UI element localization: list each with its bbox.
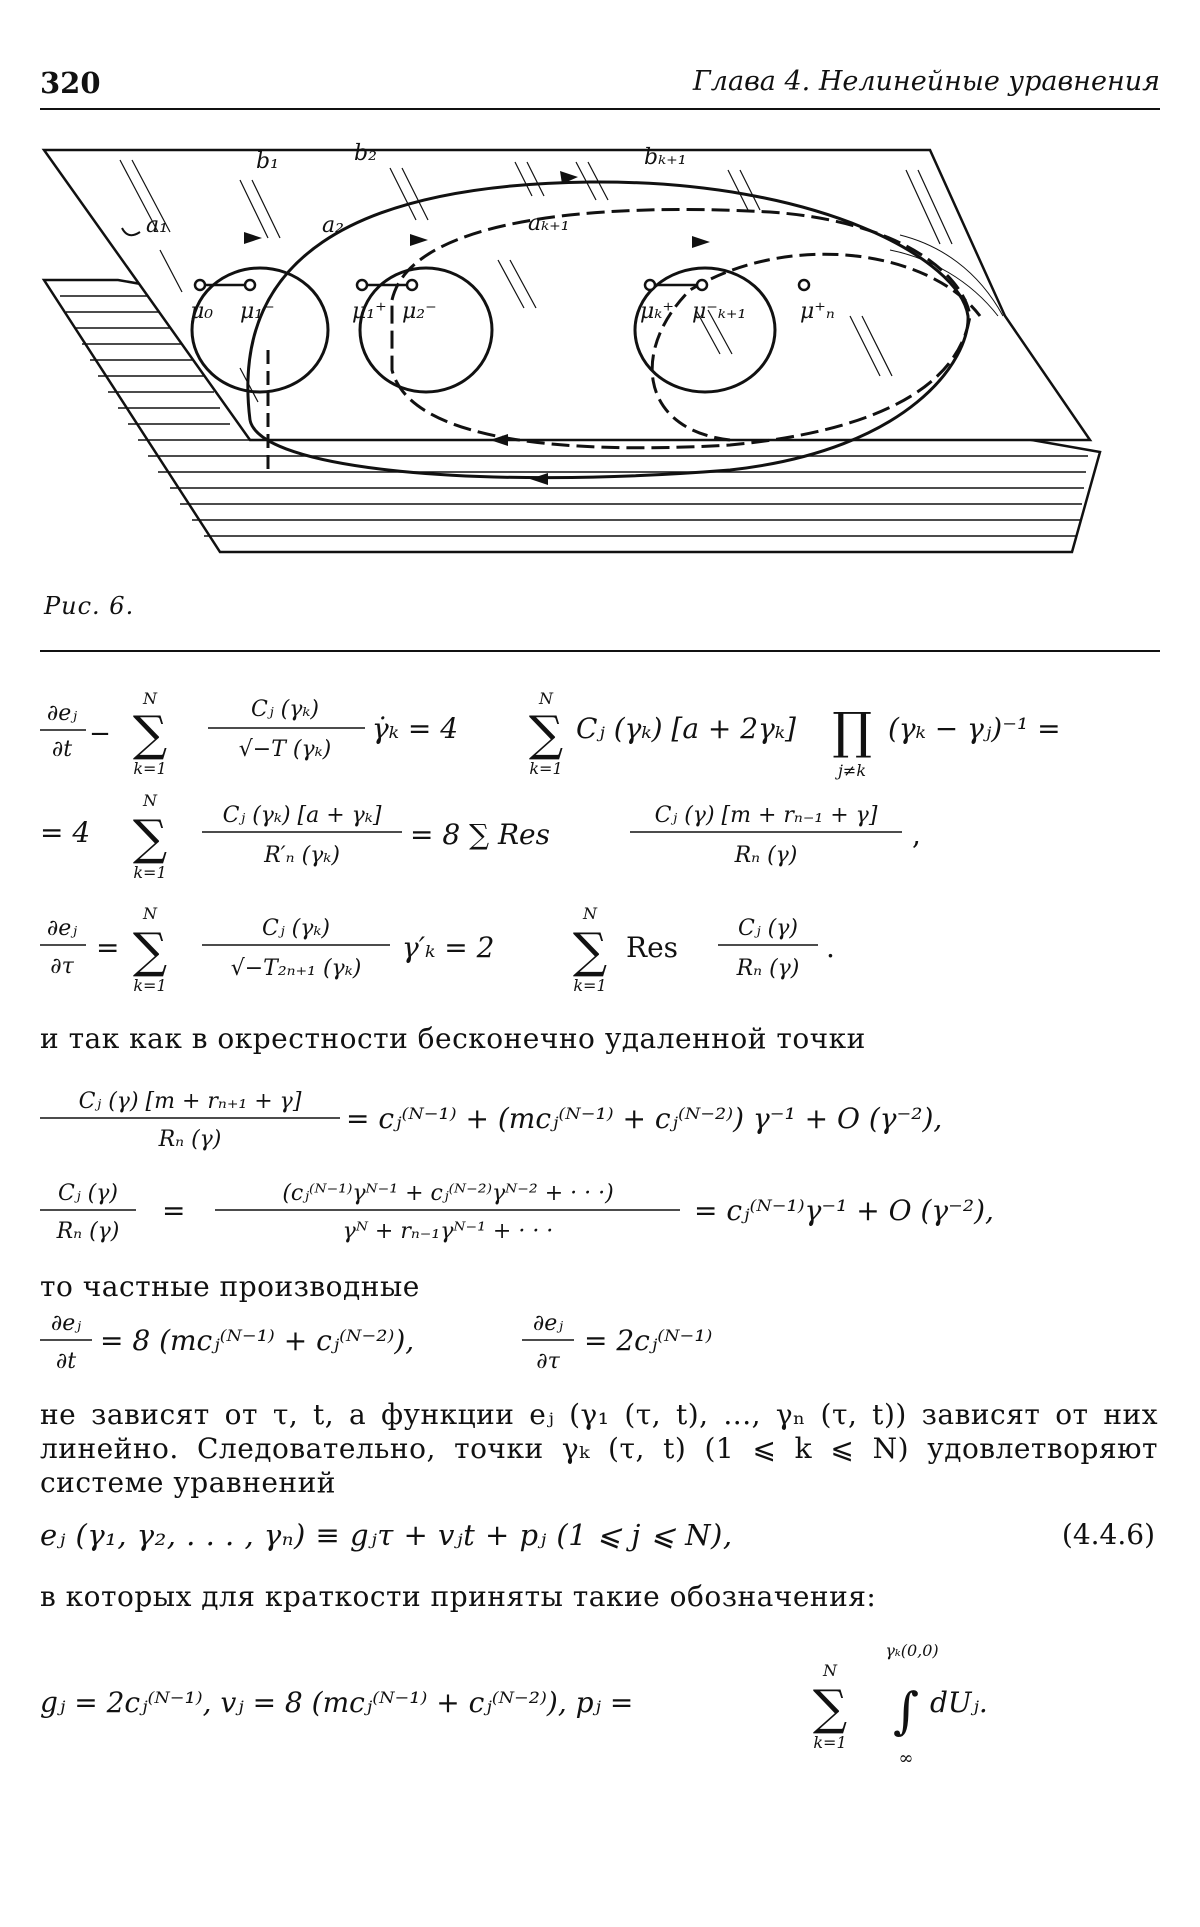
branch-point-mu1m	[245, 280, 255, 290]
eq6-f1-den: ∂t	[55, 1349, 77, 1374]
eq5-f1-den: Rₙ (γ)	[56, 1219, 120, 1244]
eq6-f1-num: ∂eⱼ	[50, 1311, 82, 1336]
label-a1: a₁	[146, 213, 168, 238]
label-muk1m: μ⁻ₖ₊₁	[692, 299, 747, 324]
eq4-rhs: = cⱼ⁽ᴺ⁻¹⁾ + (mcⱼ⁽ᴺ⁻¹⁾ + cⱼ⁽ᴺ⁻²⁾) γ⁻¹ + O (γ⁻²),	[346, 1102, 943, 1135]
eq5-f1-num: Cⱼ (γ)	[58, 1181, 118, 1206]
eq8-tail: dUⱼ.	[930, 1686, 988, 1719]
eq1-after-f1: γ̇ₖ = 4	[372, 712, 459, 745]
eq3-f1-num: Cⱼ (γₖ)	[262, 916, 330, 941]
eq3-res: Res	[626, 931, 679, 964]
eq1-f1-den: √−T (γₖ)	[238, 737, 332, 762]
label-mu1p: μ₁⁺	[352, 299, 387, 324]
eq2-lead: = 4	[40, 816, 91, 849]
equation-1	[40, 690, 1160, 780]
eq1-f1-num: Cⱼ (γₖ)	[251, 697, 319, 722]
eq5-eq: =	[162, 1194, 186, 1227]
label-ak1: aₖ₊₁	[528, 211, 570, 236]
figure-caption: Рис. 6.	[44, 592, 135, 620]
eq3-f2-den: Rₙ (γ)	[736, 956, 800, 981]
eq6-f2-den: ∂τ	[536, 1349, 560, 1374]
eq8-sum-bot: k=1	[813, 1733, 847, 1752]
eq8-sum-top: N	[823, 1661, 837, 1680]
figure-rule	[40, 650, 1160, 652]
branch-point-muk1m	[697, 280, 707, 290]
paragraph-2: то частные производные	[40, 1270, 420, 1303]
equation-number: (4.4.6)	[1061, 1518, 1155, 1551]
eq3-sum2-bot: k=1	[573, 976, 607, 995]
eq5-rhs: = cⱼ⁽ᴺ⁻¹⁾γ⁻¹ + O (γ⁻²),	[694, 1194, 994, 1227]
label-mu2m: μ₂⁻	[402, 299, 437, 324]
eq2-f1-den: R′ₙ (γₖ)	[264, 843, 340, 868]
eq1-sum2-top: N	[539, 690, 553, 708]
eq2-f2-num: Cⱼ (γ) [m + rₙ₋₁ + γ]	[654, 803, 878, 828]
equation-6	[40, 1302, 1160, 1378]
eq3-lhs-num: ∂eⱼ	[46, 916, 78, 941]
eq2-f1-num: Cⱼ (γₖ) [a + γₖ]	[222, 803, 382, 828]
eq1-lhs-num: ∂eⱼ	[46, 701, 78, 726]
branch-point-mu2m	[407, 280, 417, 290]
svg-text:∏: ∏	[832, 702, 872, 760]
eq8-int-bot: ∞	[898, 1748, 914, 1769]
eq3-tail: .	[826, 931, 835, 964]
running-title: Глава 4. Нелинейные уравнения	[692, 66, 1160, 97]
branch-point-mu1p	[357, 280, 367, 290]
branch-point-mu0	[195, 280, 205, 290]
svg-text:∑: ∑	[528, 706, 564, 762]
svg-text:∑: ∑	[812, 1680, 848, 1736]
svg-text:∑: ∑	[572, 923, 608, 979]
equation-8	[40, 1640, 1160, 1780]
svg-text:∑: ∑	[132, 923, 168, 979]
eq3-sum-bot: k=1	[133, 976, 167, 995]
eq2-f2-den: Rₙ (γ)	[734, 843, 798, 868]
label-bk1: bₖ₊₁	[644, 145, 687, 170]
eq4-f-den: Rₙ (γ)	[158, 1127, 222, 1152]
header-rule	[40, 108, 1160, 110]
eq2-mid: = 8 ∑ Res	[410, 818, 550, 851]
equation-4	[40, 1080, 1160, 1160]
riemann-surface-figure	[30, 140, 1150, 570]
eq1-lhs-den: ∂t	[51, 737, 73, 762]
eq3-f1-den: √−T₂ₙ₊₁ (γₖ)	[230, 956, 362, 981]
eq2-sum-bot: k=1	[133, 863, 167, 882]
eq4-f-num: Cⱼ (γ) [m + rₙ₊₁ + γ]	[78, 1089, 302, 1114]
eq2-tail: ,	[912, 818, 921, 851]
paragraph-1: и так как в окрестности бесконечно удаленной точки	[40, 1022, 866, 1055]
eq3-sum2-top: N	[583, 905, 597, 923]
eq6-f2-num: ∂eⱼ	[532, 1311, 564, 1336]
eq3-mid: γ′ₖ = 2	[402, 931, 495, 964]
eq5-f2-den: γᴺ + rₙ₋₁γᴺ⁻¹ + · · ·	[342, 1219, 554, 1244]
branch-point-muNp	[799, 280, 809, 290]
eq8-int-top: γₖ(0,0)	[885, 1641, 939, 1660]
eq1-sum-bot: k=1	[133, 759, 167, 778]
branch-point-mukp	[645, 280, 655, 290]
eq1-mid: Cⱼ (γₖ) [a + 2γₖ]	[576, 712, 796, 745]
eq3-eq: =	[96, 931, 120, 964]
page-number: 320	[40, 66, 101, 100]
eq6-mid: = 8 (mcⱼ⁽ᴺ⁻¹⁾ + cⱼ⁽ᴺ⁻²⁾),	[100, 1324, 415, 1357]
label-b1: b₁	[256, 149, 279, 174]
label-muNp: μ⁺ₙ	[800, 299, 835, 324]
eq3-f2-num: Cⱼ (γ)	[738, 916, 798, 941]
equation-7: eⱼ (γ₁, γ₂, . . . , γₙ) ≡ gⱼτ + vⱼt + pⱼ (1 ⩽ j ⩽ N),	[40, 1518, 733, 1552]
label-mu0: μ₀	[190, 299, 214, 324]
eq1-prod-bot: j≠k	[837, 761, 867, 780]
eq6-tail: = 2cⱼ⁽ᴺ⁻¹⁾	[584, 1324, 713, 1357]
equation-3	[40, 905, 1160, 997]
equation-5	[40, 1170, 1160, 1252]
eq1-tail: (γₖ − γⱼ)⁻¹ =	[888, 712, 1061, 745]
eq5-f2-num: (cⱼ⁽ᴺ⁻¹⁾γᴺ⁻¹ + cⱼ⁽ᴺ⁻²⁾γᴺ⁻² + · · ·)	[282, 1181, 614, 1206]
eq8-left: gⱼ = 2cⱼ⁽ᴺ⁻¹⁾, vⱼ = 8 (mcⱼ⁽ᴺ⁻¹⁾ + cⱼ⁽ᴺ⁻²⁾), pⱼ =	[40, 1686, 634, 1719]
label-mu1m: μ₁⁻	[240, 299, 275, 324]
svg-text:−: −	[89, 719, 111, 749]
eq1-sum-top: N	[143, 690, 157, 708]
label-mukp: μₖ⁺	[640, 299, 674, 324]
equation-2	[40, 792, 1160, 884]
svg-text:∑: ∑	[132, 810, 168, 866]
svg-text:∑: ∑	[132, 706, 168, 762]
eq3-lhs-den: ∂τ	[50, 954, 74, 979]
paragraph-3: не зависят от τ, t, а функции eⱼ (γ₁ (τ, t), ..., γₙ (τ, t)) зависят от них линейно. Следовательно, точки γₖ (τ, t) (1 ⩽ k ⩽ N) удовлетворяют системе уравнений	[40, 1398, 1158, 1499]
label-b2: b₂	[354, 141, 377, 166]
eq3-sum-top: N	[143, 905, 157, 923]
label-a2: a₂	[322, 213, 344, 238]
eq1-sum2-bot: k=1	[529, 759, 563, 778]
svg-text:∫: ∫	[892, 1682, 920, 1740]
paragraph-4: в которых для краткости приняты такие обозначения:	[40, 1580, 877, 1613]
eq2-sum-top: N	[143, 792, 157, 810]
